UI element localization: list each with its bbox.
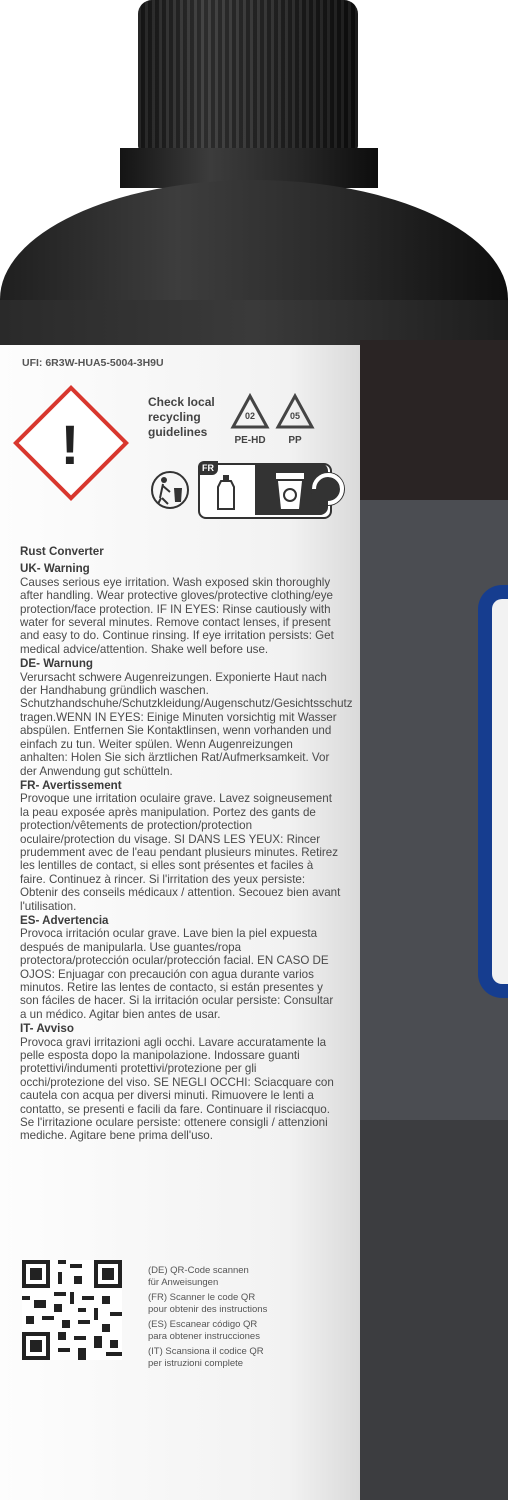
section-heading: DE- Warnung xyxy=(20,657,93,671)
recycling-guidance xyxy=(148,395,228,440)
section-heading: FR- Avertissement xyxy=(20,778,122,792)
section-heading: IT- Avviso xyxy=(20,1022,74,1036)
qr-instruction-line: (IT) Scansiona il codice QR xyxy=(148,1346,264,1357)
section-heading: ES- Advertencia xyxy=(20,913,109,927)
qr-instruction-it xyxy=(148,1346,348,1369)
tidyman-icon xyxy=(148,470,192,510)
product-name: Rust Converter xyxy=(20,545,104,558)
side-label-band xyxy=(360,340,508,500)
section-body: Provoque une irritation oculaire grave. Lavez soigneusement la peau exposée après manipulation. Portez des gants de protection/vêtements de protection/protection oculaire/protection du visage. SI DANS LES YEUX: Rincer prudemment avec de l'eau pendant plusieurs minutes. Retirez les lentilles de contact, si elles sont présentes et faciles à faire. Continuez à rincer. Si l'irritation des yeux persiste: Obtenir des conseils médicaux / attention. Secouez bien avant l'utilisation. xyxy=(20,792,341,913)
qr-instruction-es xyxy=(148,1319,348,1342)
qr-instruction-line: für Anweisungen xyxy=(148,1276,219,1288)
section-heading: UK- Warning xyxy=(20,562,90,576)
recycle-code-number: 02 xyxy=(244,411,255,421)
qr-instruction-line: (ES) Escanear código QR xyxy=(148,1319,258,1330)
qr-instruction-line: (DE) QR-Code scannen xyxy=(148,1265,249,1276)
recycling-text-line: Check local xyxy=(148,395,215,409)
fr-tag: FR xyxy=(198,461,218,475)
bottle-cap xyxy=(138,0,358,150)
section-body: Verursacht schwere Augenreizungen. Exponierte Haut nach der Handhabung gründlich waschen. Schutzhandschuhe/Schutzkleidung/Augenschutz/Gesichtsschutz tragen.WENN IN EYES: Einige Minuten vorsichtig mit Wasser abspülen. Entfernen Sie Kontaktlinsen, wenn vorhanden und einfach zu tun. Weiter spülen. Wenn Augenreizungen anhalten: Holen Sie sich ärztlichen Rat/Aufmerksamkeit. Vor der Anwendung gut schütteln. xyxy=(20,670,353,778)
warning-text xyxy=(20,545,353,1144)
ufi-code: UFI: 6R3W-HUA5-5004-3H9U xyxy=(22,357,164,369)
qr-code-icon xyxy=(22,1260,122,1360)
side-blue-panel xyxy=(478,585,508,998)
recycling-text-line: guidelines xyxy=(148,425,208,439)
qr-instruction-line: pour obtenir des instructions xyxy=(148,1303,268,1315)
recycling-text-line: recycling xyxy=(148,410,201,424)
side-label-lower xyxy=(360,1120,508,1500)
recycle-material: PE-HD xyxy=(234,435,266,446)
recycle-material: PP xyxy=(288,435,302,446)
bottle-icon xyxy=(212,473,240,511)
qr-instruction-line: per istruzioni complete xyxy=(148,1357,244,1369)
qr-instruction-line: para obtener instrucciones xyxy=(148,1330,260,1342)
green-dot-icon xyxy=(308,469,348,509)
qr-instructions xyxy=(148,1265,348,1373)
qr-instruction-line: (FR) Scanner le code QR xyxy=(148,1292,256,1303)
section-body: Provoca gravi irritazioni agli occhi. Lavare accuratamente la pelle esposta dopo la manipolazione. Indossare guanti protettivi/indumenti protettivi/protezione per gli occhi/protezione del viso. SE NEGLI OCCHI: Sciacquare con cautela con acqua per diversi minuti. Rimuovere le lenti a contatto, se presenti e facili da fare. Continuare il risciacquo. Se l'irritazione oculare persiste: ottenere consigli / attenzioni mediche. Agitare bene prima dell'uso. xyxy=(20,1035,334,1143)
section-body: Causes serious eye irritation. Wash exposed skin thoroughly after handling. Wear protective gloves/protective clothing/eye protection/face protection. IF IN EYES: Rinse cautiously with water for several minutes. Remove contact lenses, if present and easy to do. Continue rinsing. If eye irritation persists: Get medical advice/attention. Shake well before use. xyxy=(20,575,334,656)
recycle-bin-icon xyxy=(268,469,312,513)
qr-instruction-fr xyxy=(148,1292,348,1315)
section-body: Provoca irritación ocular grave. Lave bien la piel expuesta después de manipularla. Use guantes/ropa protectora/protección ocular/protección facial. EN CASO DE OJOS: Enjuagar con precaución con agua durante varios minutos. Retire las lentes de contacto, si están presentes y son fáciles de hacer. Si la irritación ocular persiste: Consultar a un médico. Agitar bien antes de usar. xyxy=(20,927,334,1021)
back-label xyxy=(0,345,360,1500)
hazard-exclamation-icon: ! xyxy=(60,413,80,476)
recycle-code-number: 05 xyxy=(289,411,300,421)
qr-instruction-de xyxy=(148,1265,348,1288)
